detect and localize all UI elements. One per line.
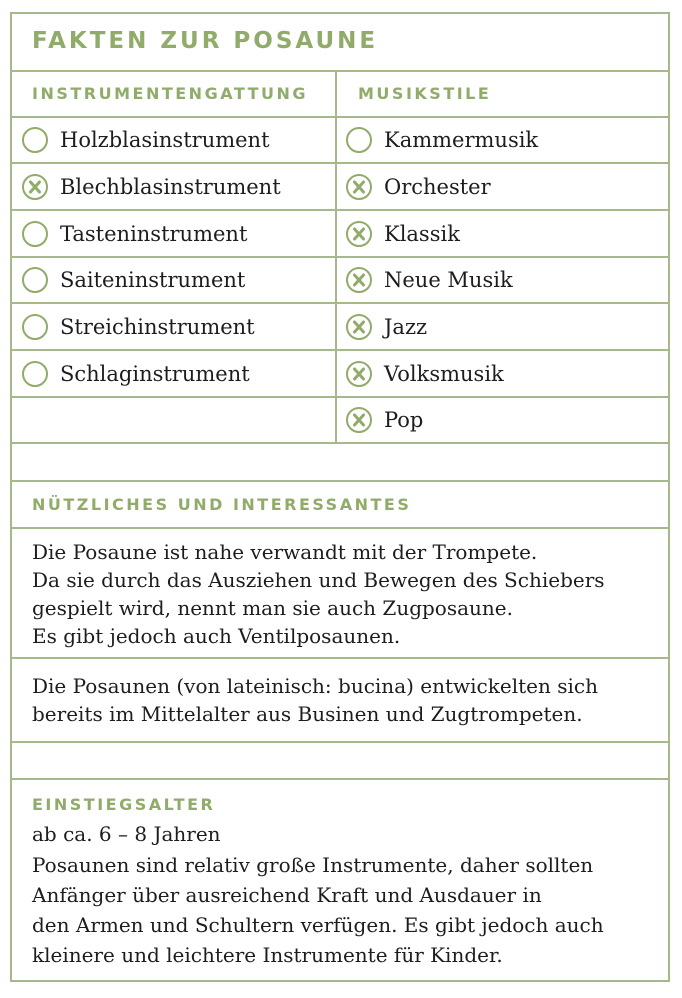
- music-style-item: [346, 304, 427, 350]
- music-style-label: Neue Musik: [384, 268, 513, 292]
- music-style-label: Volksmusik: [384, 362, 504, 386]
- divider: [12, 396, 668, 398]
- card-title: FAKTEN ZUR POSAUNE: [32, 28, 379, 54]
- empty-circle-icon: [22, 361, 48, 387]
- music-style-label: Orchester: [384, 175, 491, 199]
- music-style-label: Klassik: [384, 222, 460, 246]
- checked-circle-icon: [346, 174, 372, 200]
- divider: [12, 70, 668, 72]
- instrument-type-label: Tasteninstrument: [60, 222, 248, 246]
- divider: [12, 527, 668, 529]
- instrument-type-item: [22, 117, 270, 163]
- divider: [12, 256, 668, 258]
- empty-circle-icon: [22, 221, 48, 247]
- checked-circle-icon: [346, 407, 372, 433]
- instrument-type-label: Streichinstrument: [60, 315, 255, 339]
- instrument-type-heading: INSTRUMENTENGATTUNG: [32, 84, 309, 103]
- checked-circle-icon: [346, 221, 372, 247]
- music-style-item: [346, 351, 504, 397]
- divider: [12, 442, 668, 444]
- empty-circle-icon: [22, 267, 48, 293]
- divider: [12, 657, 668, 659]
- divider: [12, 349, 668, 351]
- instrument-type-label: Blechblasinstrument: [60, 175, 281, 199]
- music-style-item: [346, 257, 513, 303]
- divider: [12, 209, 668, 211]
- fact-card: [10, 12, 670, 982]
- checked-circle-icon: [346, 314, 372, 340]
- music-style-item: [346, 397, 423, 443]
- instrument-type-label: Saiteninstrument: [60, 268, 246, 292]
- instrument-type-item: [22, 257, 245, 303]
- useful-paragraph-2: Die Posaunen (von lateinisch: bucina) entwickelten sich bereits im Mittelalter aus Businen und Zugtrompeten.: [32, 674, 598, 726]
- instrument-type-item: [22, 304, 255, 350]
- checked-circle-icon: [346, 267, 372, 293]
- music-style-label: Pop: [384, 408, 424, 432]
- divider: [12, 480, 668, 482]
- instrument-type-item: [22, 351, 250, 397]
- divider: [12, 162, 668, 164]
- checked-circle-icon: [22, 174, 48, 200]
- entry-age-value: ab ca. 6 – 8 Jahren: [32, 822, 221, 846]
- music-style-item: [346, 164, 491, 210]
- divider: [12, 302, 668, 304]
- instrument-type-item: [22, 211, 247, 257]
- empty-circle-icon: [22, 314, 48, 340]
- entry-age-heading: EINSTIEGSALTER: [32, 795, 216, 814]
- empty-circle-icon: [22, 127, 48, 153]
- music-style-item: [346, 117, 538, 163]
- music-style-label: Kammermusik: [384, 128, 539, 152]
- checked-circle-icon: [346, 361, 372, 387]
- divider: [12, 778, 668, 780]
- divider: [12, 741, 668, 743]
- music-style-label: Jazz: [384, 315, 428, 339]
- useful-heading: NÜTZLICHES UND INTERESSANTES: [32, 495, 412, 514]
- useful-paragraph-1: Die Posaune ist nahe verwandt mit der Trompete. Da sie durch das Ausziehen und Bewegen des Schiebers gespielt wird, nennt man sie auch Zugposaune. Es gibt jedoch auch Ventilposaunen.: [32, 540, 605, 648]
- instrument-type-label: Schlaginstrument: [60, 362, 250, 386]
- instrument-type-item: [22, 164, 281, 210]
- music-style-item: [346, 211, 460, 257]
- entry-age-text: Posaunen sind relativ große Instrumente, daher sollten Anfänger über ausreichend Kraft und Ausdauer in den Armen und Schultern verfügen. Es gibt jedoch auch kleinere und leichtere Instrumente für Kinder.: [32, 853, 604, 967]
- empty-circle-icon: [346, 127, 372, 153]
- music-styles-heading: MUSIKSTILE: [358, 84, 492, 103]
- instrument-type-label: Holzblasinstrument: [60, 128, 270, 152]
